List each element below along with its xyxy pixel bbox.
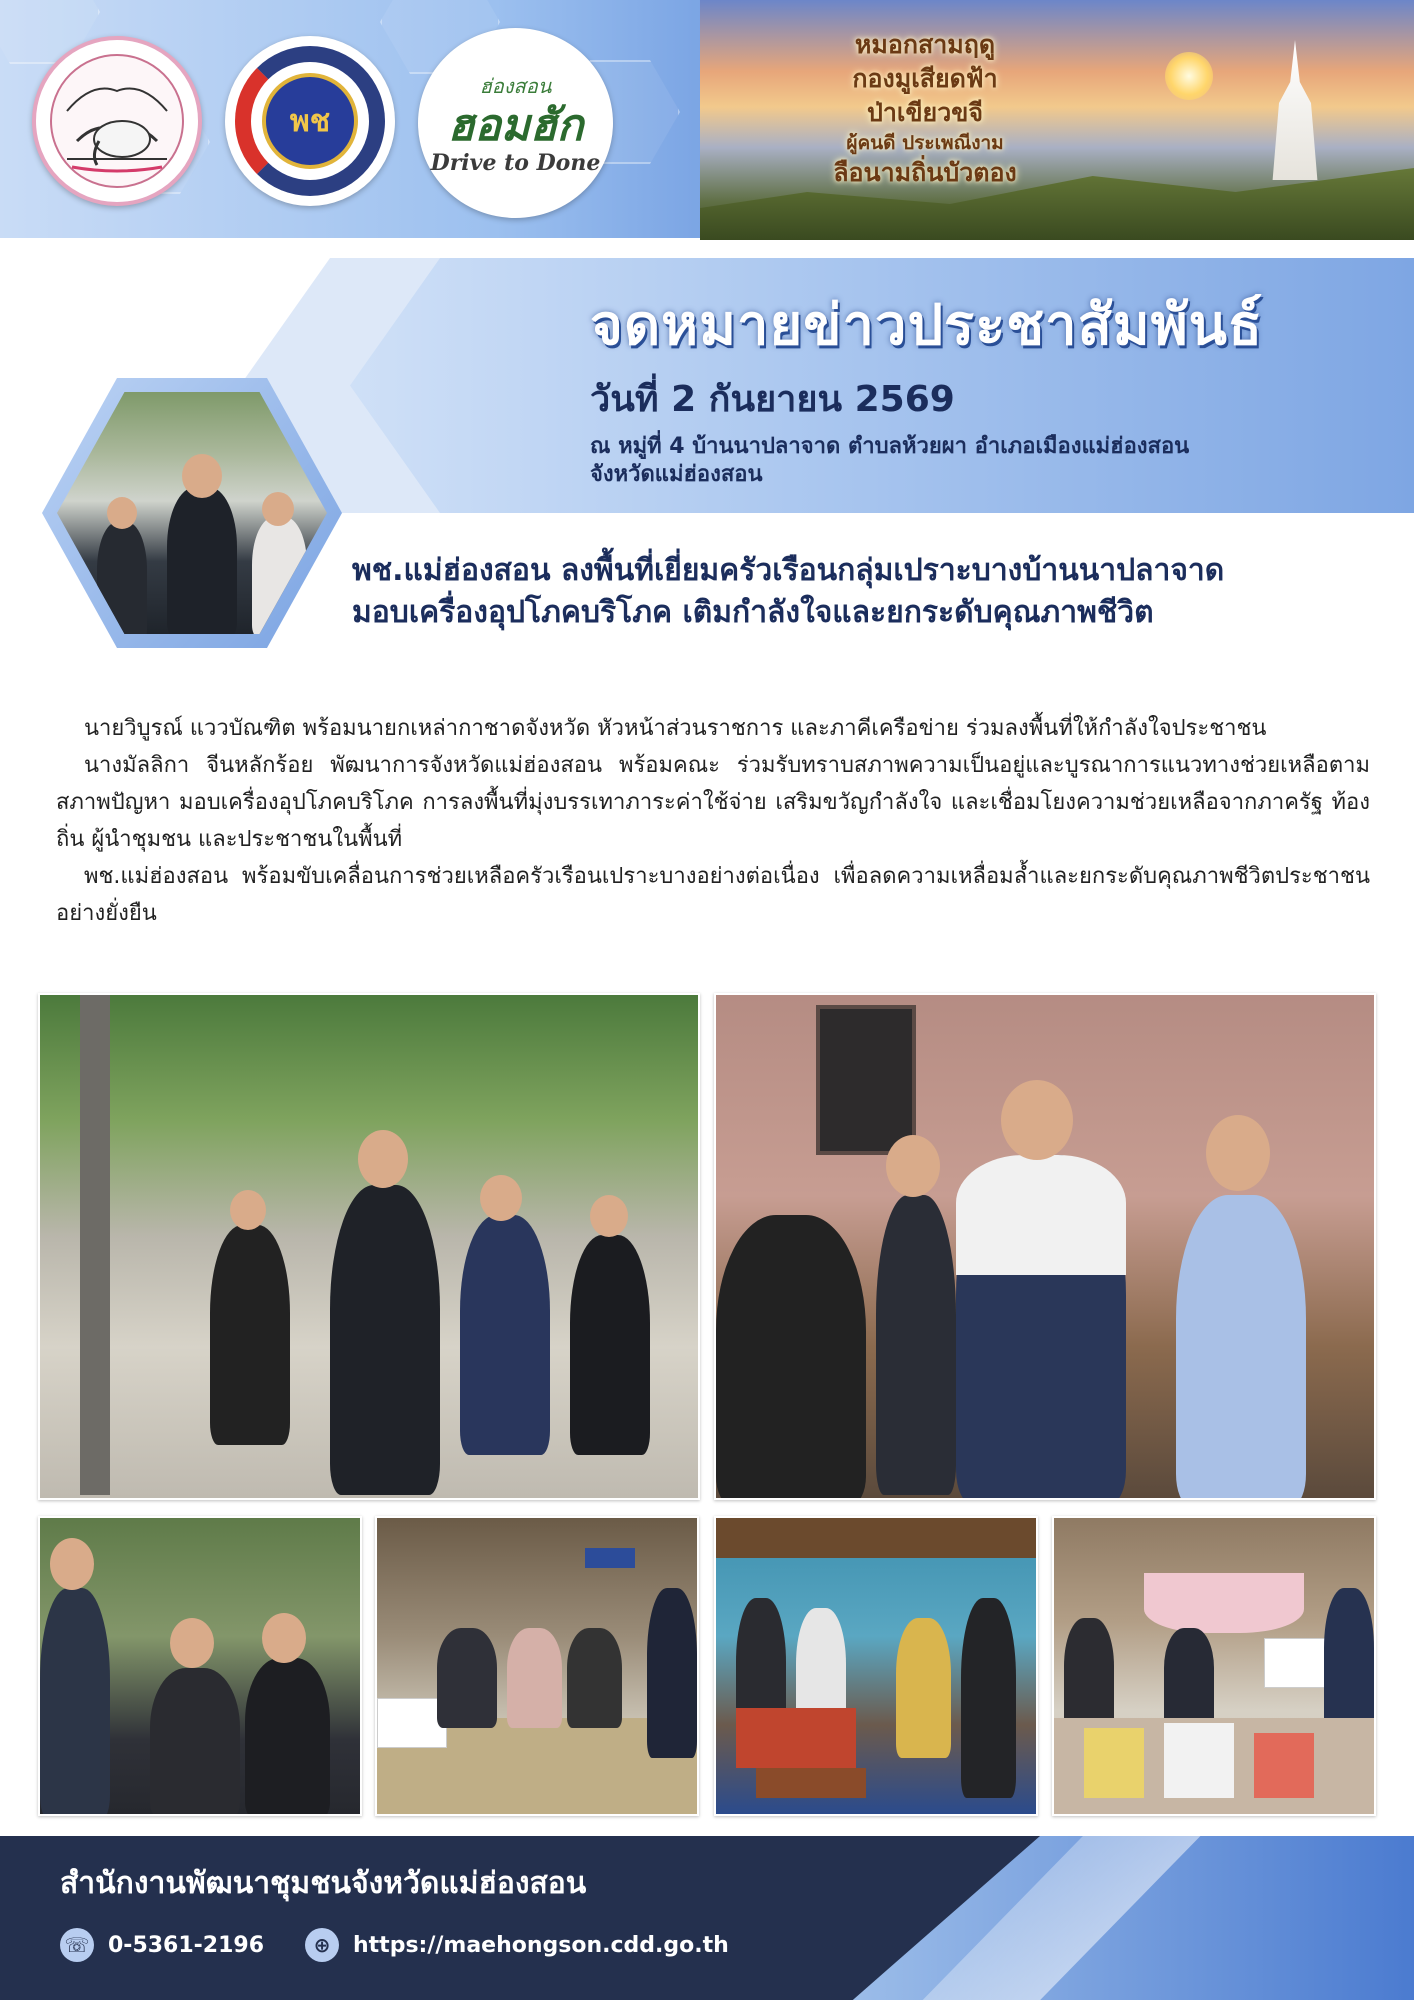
headline-line: มอบเครื่องอุปโภคบริโภค เติมกำลังใจและยกระดับคุณภาพชีวิต — [352, 595, 1154, 630]
cdd-emblem-icon — [225, 36, 395, 206]
group-standing-photo — [38, 1516, 362, 1816]
pagoda-icon — [1255, 40, 1335, 180]
cdd-emblem-text: พช — [262, 73, 358, 169]
landscape-banner — [700, 0, 1414, 238]
homhug-big-text: ฮอมฮัก — [447, 100, 584, 151]
page-title: จดหมายข่าวประชาสัมพันธ์ — [590, 293, 1264, 358]
body-paragraph: พช.แม่ฮ่องสอน พร้อมขับเคลื่อนการช่วยเหลือครัวเรือนเปราะบางอย่างต่อเนื่อง เพื่อลดความเหลื่อมล้ำและยกระดับคุณภาพชีวิตประชาชนอย่างยั่งยืน — [56, 864, 1370, 926]
slogan-line: ป่าเขียวขจี — [867, 98, 983, 127]
homhug-logo — [418, 28, 613, 218]
news-location — [590, 433, 1390, 489]
globe-icon: ⊕ — [305, 1928, 339, 1962]
homhug-tagline: Drive to Done — [430, 150, 601, 176]
donation-room-photo — [714, 1516, 1038, 1816]
phone-icon: ☏ — [60, 1928, 94, 1962]
office-name: สำนักงานพัฒนาชุมชนจังหวัดแม่ฮ่องสอน — [60, 1866, 587, 1901]
location-line: จังหวัดแม่ฮ่องสอน — [590, 462, 763, 487]
contact-website[interactable] — [305, 1925, 729, 1965]
website-link[interactable]: https://maehongson.cdd.go.th — [353, 1932, 729, 1958]
visit-officials-photo — [714, 993, 1376, 1500]
body-paragraph: นางมัลลิกา จีนหลักร้อย พัฒนาการจังหวัดแม่ฮ่องสอน พร้อมคณะ ร่วมรับทราบสภาพความเป็นอยู่และบูรณาการแนวทางช่วยเหลือตามสภาพปัญหา มอบเครื่องอุปโภคบริโภค การลงพื้นที่มุ่งบรรเทาภาระค่าใช้จ่าย เสริมขวัญกำลังใจ และเชื่อมโยงความช่วยเหลือจากภาครัฐ ท้องถิ่น ผู้นำชุมชน และประชาชนในพื้นที่ — [56, 753, 1370, 852]
province-seal-icon — [32, 36, 202, 206]
headline-line: พช.แม่ฮ่องสอน ลงพื้นที่เยี่ยมครัวเรือนกลุ่มเปราะบางบ้านนาปลาจาด — [352, 553, 1225, 588]
body-paragraph: นายวิบูรณ์ แววบัณฑิต พร้อมนายกเหล่ากาชาดจังหวัด หัวหน้าส่วนราชการ และภาคีเครือข่าย ร่วมลงพื้นที่ให้กำลังใจประชาชน — [84, 716, 1267, 741]
location-line: ณ หมู่ที่ 4 บ้านนาปลาจาด ตำบลห้วยผา อำเภอเมืองแม่ฮ่องสอน — [590, 434, 1190, 459]
headline — [352, 550, 1402, 634]
province-slogan — [790, 28, 1060, 190]
donation-porch-photo — [375, 1516, 699, 1816]
sun-icon — [1165, 52, 1213, 100]
phone-number[interactable]: 0-5361-2196 — [108, 1932, 265, 1958]
news-date: วันที่ 2 กันยายน 2569 — [590, 379, 955, 420]
article-body — [56, 710, 1370, 932]
slogan-line: หมอกสามฤดู — [854, 30, 996, 59]
homhug-small-text: ฮ่องสอน — [479, 74, 552, 98]
slogan-line: ผู้คนดี ประเพณีงาม — [846, 132, 1004, 154]
contact-phone[interactable] — [60, 1925, 264, 1965]
slogan-line: ลือนามถิ่นบัวตอง — [833, 158, 1017, 187]
slogan-line: กองมูเสียดฟ้า — [852, 64, 998, 93]
donation-bedside-photo — [1052, 1516, 1376, 1816]
group-walking-photo — [38, 993, 700, 1500]
